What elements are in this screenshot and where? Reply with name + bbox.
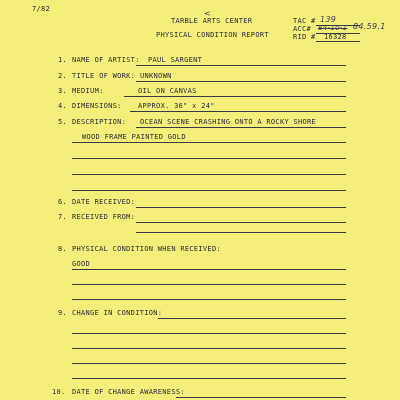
field-1-line [136, 65, 346, 66]
field-4-label: DIMENSIONS: [72, 102, 122, 110]
field-8-line [72, 269, 346, 270]
field-9-number: 9. [58, 309, 68, 317]
field-6-line [136, 207, 346, 208]
field-9-line [158, 318, 346, 319]
field-5-value: OCEAN SCENE CRASHING ONTO A ROCKY SHORE [140, 118, 317, 126]
acc-new-value: 84.59.1 [353, 22, 386, 31]
field-3-label: MEDIUM: [72, 87, 104, 95]
field-10-label: DATE OF CHANGE AWARENESS: [72, 388, 185, 396]
field-3-value: OIL ON CANVAS [138, 87, 197, 95]
field-8-value: GOOD [72, 260, 91, 268]
corner-date: 7/82 [32, 5, 51, 13]
field-4-line [130, 111, 346, 112]
field-1-label: NAME OF ARTIST: [72, 56, 140, 64]
field-5-line-5 [72, 190, 346, 191]
field-8-line-3 [72, 299, 346, 300]
field-8-number: 8. [58, 245, 68, 253]
field-4-value: APPROX. 36" x 24" [138, 102, 215, 110]
tac-value: 139 [320, 15, 337, 24]
rid-value: 16328 [324, 33, 347, 41]
field-5-line-3 [72, 158, 346, 159]
field-8-line-2 [72, 284, 346, 285]
rid-label: RID # [293, 33, 316, 41]
field-5-line [136, 127, 346, 128]
field-2-label: TITLE OF WORK: [72, 72, 136, 80]
field-6-number: 6. [58, 198, 68, 206]
field-5-label: DESCRIPTION: [72, 118, 127, 126]
field-7-number: 7. [58, 213, 68, 221]
field-2-line [136, 81, 346, 82]
field-10-number: 10. [52, 388, 66, 396]
field-2-value: UNKNOWN [140, 72, 172, 80]
field-6-label: DATE RECEIVED: [72, 198, 136, 206]
field-7-line [136, 222, 346, 223]
field-5-line-2 [72, 142, 346, 143]
acc-label: ACC# [293, 25, 312, 33]
field-9-line-3 [72, 348, 346, 349]
field-3-line [124, 96, 346, 97]
field-5-line-4 [72, 174, 346, 175]
header-mark: < [204, 9, 212, 18]
field-4-number: 4. [58, 102, 68, 110]
field-5-extra: WOOD FRAME PAINTED GOLD [82, 133, 186, 141]
field-10-line [176, 397, 346, 398]
acc-struck-value: 84-10-1 [318, 24, 348, 32]
tac-label: TAC # [293, 17, 316, 25]
field-9-line-5 [72, 378, 346, 379]
report-title: PHYSICAL CONDITION REPORT [156, 31, 269, 39]
field-1-value: PAUL SARGENT [148, 56, 203, 64]
field-5-number: 5. [58, 118, 68, 126]
field-3-number: 3. [58, 87, 68, 95]
field-9-line-2 [72, 333, 346, 334]
field-7-line-2 [136, 232, 346, 233]
field-9-line-4 [72, 363, 346, 364]
field-7-label: RECEIVED FROM: [72, 213, 136, 221]
rid-line [316, 41, 360, 42]
field-8-label: PHYSICAL CONDITION WHEN RECEIVED: [72, 245, 221, 253]
org-name: TARBLE ARTS CENTER [171, 17, 253, 25]
field-2-number: 2. [58, 72, 68, 80]
field-1-number: 1. [58, 56, 68, 64]
field-9-label: CHANGE IN CONDITION: [72, 309, 163, 317]
